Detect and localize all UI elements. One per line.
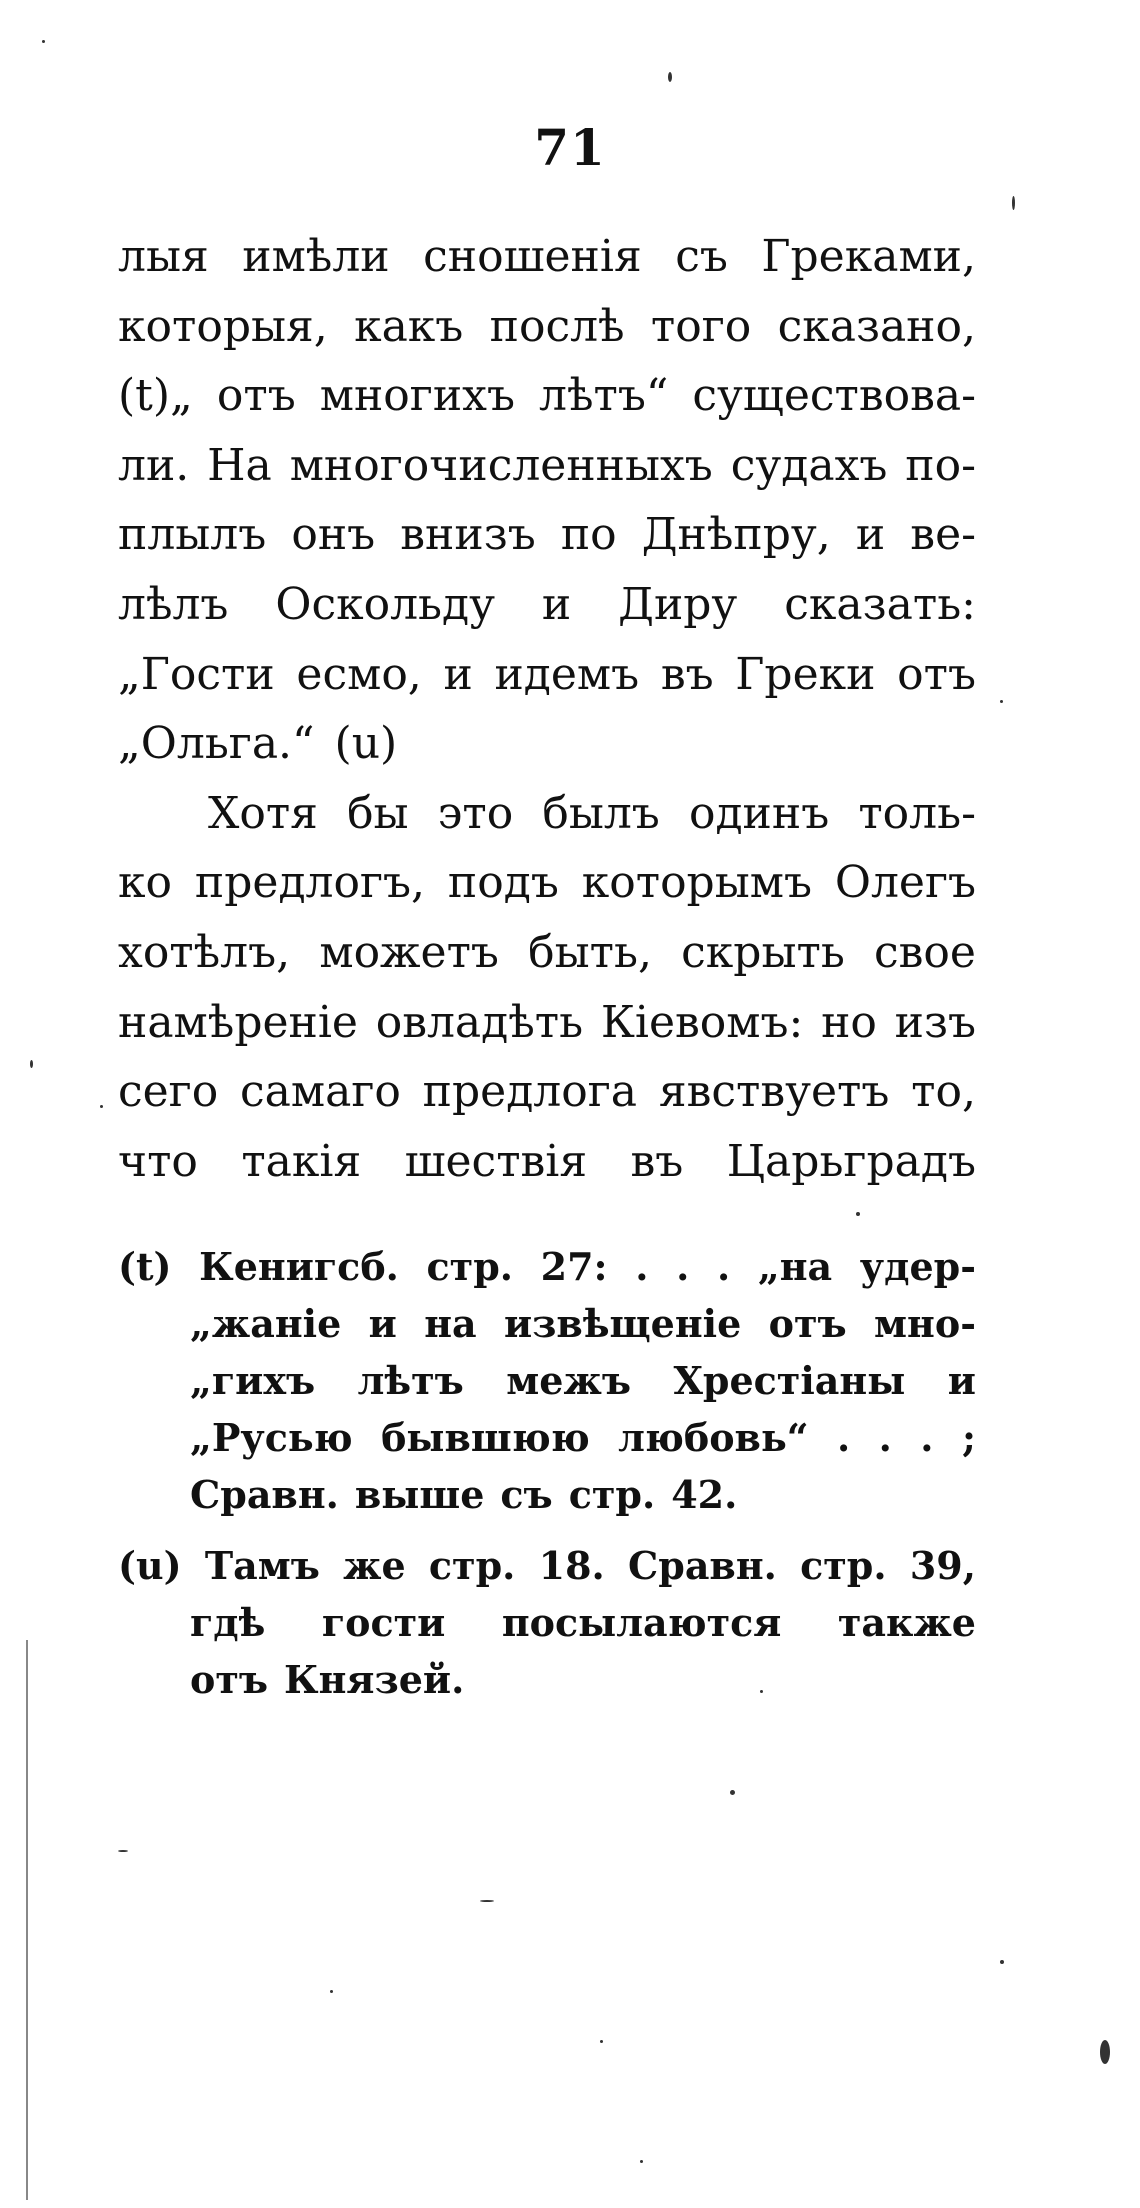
ink-speck bbox=[600, 2040, 603, 2043]
ink-speck bbox=[100, 1105, 103, 1108]
ink-speck bbox=[1100, 2040, 1110, 2064]
ink-speck bbox=[760, 1690, 763, 1693]
body-line: (t)„ отъ многихъ лѣтъ“ существова- bbox=[118, 370, 976, 422]
ink-speck bbox=[480, 1900, 494, 1902]
footnote bbox=[118, 1537, 976, 1708]
footnotes bbox=[118, 1238, 976, 1722]
body-line: „Гости есмо, и идемъ въ Греки отъ bbox=[118, 648, 976, 700]
ink-speck bbox=[640, 2160, 643, 2163]
body-line: лыя имѣли сношенія съ Греками, bbox=[118, 231, 976, 282]
page-number: 71 bbox=[534, 118, 606, 177]
body-line: намѣреніе овладѣть Кіевомъ: но изъ bbox=[118, 996, 976, 1048]
body-line: лѣлъ Оскольду и Диру сказать: bbox=[118, 578, 976, 630]
ink-speck bbox=[330, 1990, 333, 1993]
ink-speck bbox=[668, 72, 672, 82]
ink-speck bbox=[856, 1212, 860, 1216]
footnote-line: гдѣ гости посылаются также bbox=[190, 1600, 976, 1645]
body-line: что такія шествія въ Царьградъ bbox=[118, 1135, 976, 1187]
footnote-line: „гихъ лѣтъ межъ Хрестіаны и bbox=[190, 1358, 976, 1403]
footnote-line: (u) Тамъ же стр. 18. Сравн. стр. 39, bbox=[118, 1543, 976, 1588]
ink-speck bbox=[42, 40, 45, 43]
footnote bbox=[118, 1238, 976, 1523]
ink-speck bbox=[730, 1790, 735, 1795]
footnote-line: „Русью бывшюю любовь“ . . . ; bbox=[190, 1415, 976, 1460]
ink-speck bbox=[30, 1060, 33, 1068]
ink-speck bbox=[1000, 700, 1003, 703]
ink-speck bbox=[1000, 1960, 1004, 1964]
body-line: ко предлогъ, подъ которымъ Олегъ bbox=[118, 857, 976, 909]
ink-speck bbox=[118, 1850, 128, 1852]
footnote-line: отъ Князей. bbox=[190, 1657, 465, 1702]
body-line: „Ольга.“ (u) bbox=[118, 718, 398, 770]
body-line: хотѣлъ, можетъ быть, скрыть свое bbox=[118, 926, 976, 978]
body-line: которыя, какъ послѣ того сказано, bbox=[118, 300, 976, 352]
footnote-line: Сравн. выше съ стр. 42. bbox=[190, 1472, 738, 1517]
body-line: ли. На многочисленныхъ судахъ по- bbox=[118, 439, 976, 491]
footnote-line: (t) Кенигсб. стр. 27: . . . „на удер- bbox=[118, 1244, 976, 1289]
footnote-line: „жаніе и на извѣщеніе отъ мно- bbox=[190, 1301, 976, 1346]
body-line: сего самаго предлога явствуетъ то, bbox=[118, 1066, 976, 1118]
body-line: плылъ онъ внизъ по Днѣпру, и ве- bbox=[118, 509, 976, 561]
ink-speck bbox=[1012, 196, 1015, 210]
body-line: Хотя бы это былъ одинъ толь- bbox=[208, 787, 976, 839]
body-text bbox=[118, 222, 976, 1196]
page-edge-line bbox=[26, 1640, 28, 2200]
